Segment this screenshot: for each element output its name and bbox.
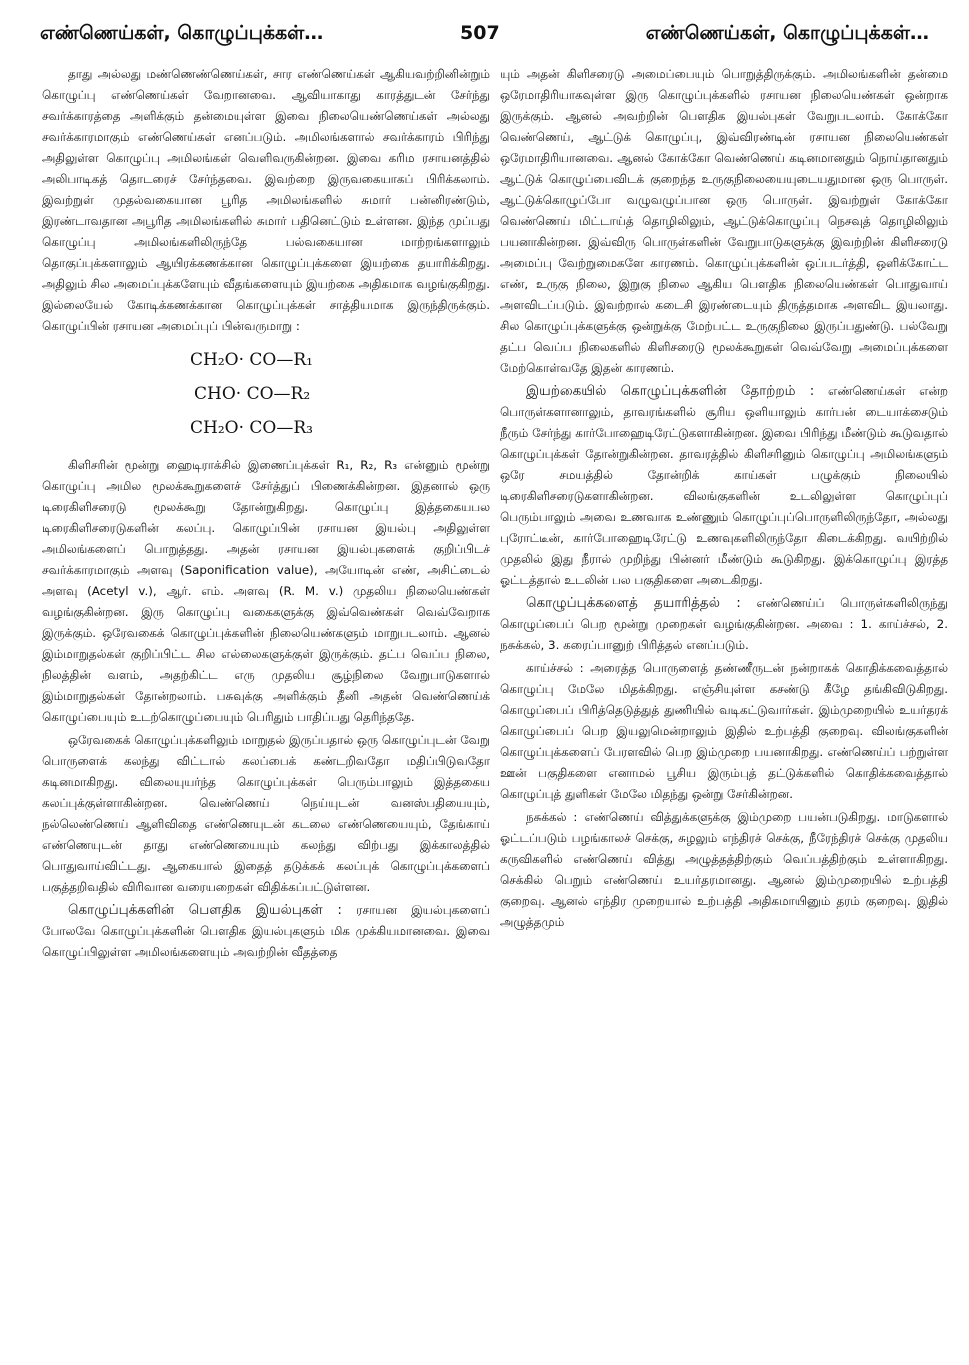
section-heading: நசுக்கல் : bbox=[526, 810, 578, 824]
paragraph bbox=[500, 593, 948, 656]
running-head-right: எண்ணெய்கள், கொழுப்புக்கள்… bbox=[645, 22, 929, 44]
paragraph bbox=[500, 381, 948, 591]
paragraph-text: எண்ணெய்ப் பொருள்களிலிருந்து கொழுப்பைப் பெற மூன்று முறைகள் வழங்குகின்றன. அவை : 1. காய்ச்சல், 2. நசுக்கல், 3. கரைப்பானுற் பிரித்தல் எனப்படும். bbox=[500, 596, 948, 652]
page-header bbox=[0, 22, 969, 56]
section-heading: காய்ச்சல் : bbox=[526, 661, 584, 675]
page-number: 507 bbox=[460, 22, 500, 44]
section-heading: கொழுப்புக்களைத் தயாரித்தல் : bbox=[526, 595, 741, 611]
paragraph-text: அரைத்த பொருளைத் தண்ணீருடன் நன்றாகக் கொதிக்கவைத்தால் கொழுப்பு மேலே மிதக்கிறது. எஞ்சியுள்ள கசண்டு கீழே தங்கிவிடுகிறது. கொழுப்பைப் பிரித்தெடுத்துத் துணியில் வடிகட்டுவார்கள். இம்முறையில் உயர்தரக் கொழுப்பைப் பெற இயலுமென்றாலும் இதில் உற்பத்தி குறைவு. விலங்குகளின் கொழுப்புக்களைப் பேரளவில் பெற இம்முறை பயனாகிறது. எண்ணெய்ப் பற்றுள்ள ஊன் பகுதிகளை எனாமல் பூசிய இரும்புத் தட்டுக்களில் கொதிக்கவைத்தால் கொழுப்புத் துளிகள் மேலே மிதந்து ஒன்று சேர்கின்றன. bbox=[500, 661, 949, 801]
paragraph bbox=[42, 900, 490, 963]
paragraph: கிளிசரின் மூன்று ஹைடிராக்சில் இணைப்புக்கள் R₁, R₂, R₃ என்னும் மூன்று கொழுப்பு அமில மூலக்கூறுகளைச் சேர்த்துப் பிணைக்கின்றன. இதனால் ஒரு டிரைகிளிசரைடு மூலக்கூறு தோன்றுகிறது. கொழுப்பு இத்தகையபல டிரைகிளிசரைடுகளின் கலப்பு. கொழுப்பின் ரசாயன இயல்பு அதிலுள்ள அமிலங்களைப் பொறுத்தது. அதன் ரசாயன இயல்புகளைக் குறிப்பிடச் சவர்க்காரமாகும் அளவு (Saponification value), அயோடின் எண், அசிட்டைல் அளவு (Acetyl v.), ஆர். எம். அளவு (R. M. v.) முதலிய நிலையெண்கள் வழங்குகின்றன. இரு கொழுப்பு வகைகளுக்கு இவ்வெண்கள் வெவ்வேறாக இருக்கும். ஒரேவகைக் கொழுப்புக்களின் நிலையெண்களும் மாறுபடலாம். ஆனல் இம்மாறுதல்கள் குறிப்பிட்ட சில எல்லைகளுக்குள் இருக்கும். தட்ப வெப்ப நிலை, நிலத்தின் வளம், அதற்கிட்ட எரு முதலிய சூழ்நிலை வேறுபாடுகளால் இம்மாறுதல்கள் தோன்றலாம். பசுவுக்கு அளிக்கும் தீனி அதன் வெண்ணெய்க் கொழுப்பையும் உடற்கொழுப்பையும் பெரிதும் பாதிப்பது தெரிந்ததே. bbox=[42, 458, 490, 724]
paragraph bbox=[500, 807, 948, 933]
paragraph bbox=[500, 658, 948, 805]
paragraph-text: ரசாயன இயல்புகளைப் போலவே கொழுப்புக்களின் பௌதிக இயல்புகளும் மிக முக்கியமானவை. இவை கொழுப்பிலுள்ள அமிலங்களையும் அவற்றின் வீதத்தை bbox=[42, 903, 491, 959]
running-head-left: எண்ணெய்கள், கொழுப்புக்கள்… bbox=[40, 22, 324, 44]
formula-line: CH₂O· CO—R₁ bbox=[190, 350, 313, 370]
chemical-formula bbox=[190, 343, 490, 445]
formula-line: CHO· CO—R₂ bbox=[194, 384, 311, 404]
formula-line: CH₂O· CO—R₃ bbox=[190, 418, 313, 438]
paragraph-text: எண்ணெய்கள் என்ற பொருள்களானாலும், தாவரங்களில் சூரிய ஒளியாலும் கார்பன் டையாக்சைடும் நீரும் சேர்ந்து கார்போஹைடிரேட்டுகளாகின்றன. இவை பிரிந்து மீண்டும் கூடுவதால் கொழுப்புக்கள் தோன்றுகின்றன. தாவரத்தில் கிளிசரினும் கொழுப்பு அமிலங்களும் ஒரே சமயத்தில் தோன்றிக் காய்கள் பழுக்கும் நிலையில் டிரைகிளிசரைடுகளாகின்றன. விலங்குகளின் உடலிலுள்ள கொழுப்புப் பெரும்பாலும் அவை உணவாக உண்ணும் கொழுப்புப்பொருளிலிருந்தோ, அல்லது புரோட்டீன், கார்போஹைடிரேட்டு உணவுகளிலிருந்தோ கிடைக்கிறது. வயிற்றில் முதலில் இது நீரால் முறிந்து பின்னர் மீண்டும் கூடுகிறது. இக்கொழுப்பு இரத்த ஓட்டத்தால் உடலின் பல பகுதிகளை அடைகிறது. bbox=[500, 384, 948, 587]
paragraph: யும் அதன் கிளிசரைடு அமைப்பையும் பொறுத்திருக்கும். அமிலங்களின் தன்மை ஒரேமாதிரியாகவுள்ள இரு கொழுப்புக்களில் ரசாயன நிலையெண்கள் ஒன்றாக இருக்கும். ஆனல் அவற்றின் பௌதிக இயல்புகள் வேறுபடலாம். கோக்கோ வெண்ணெய், ஆட்டுக் கொழுப்பு, இவ்விரண்டின் ரசாயன நிலையெண்கள் ஒரேமாதிரியானவை. ஆனல் கோக்கோ வெண்ணெய் கடினமானதும் நொய்தானதும் ஆட்டுக் கொழுப்பைவிடக் குறைந்த உருகுநிலையையுடையதுமான ஒரு பொருள். ஆட்டுக்கொழுப்போ வழுவழுப்பான ஒரு பொருள். இவற்றுள் கோக்கோ வெண்ணெய் மிட்டாய்த் தொழிலிலும், ஆட்டுக்கொழுப்பு நெசவுத் தொழிலிலும் பயனாகின்றன. இவ்விரு பொருள்களின் வேறுபாடுகளுக்கு இவற்றின் கிளிசரைடு அமைப்பு வேற்றுமைகளே காரணம். கொழுப்புக்களின் ஒப்படர்த்தி, ஒளிக்கோட்ட எண், உருகு நிலை, இறுகு நிலை ஆகிய பௌதிக நிலையெண்கள் பொதுவாய் அளவிடப்படும். இவற்றால் கடைசி இரண்டையும் திருத்தமாக அளவிட இயலாது. சில கொழுப்புக்களுக்கு ஒன்றுக்கு மேற்பட்ட உருகுநிலை இருப்பதுண்டு. பல்வேறு தட்ப வெப்ப நிலைகளில் கிளிசரைடு மூலக்கூறுகள் வெவ்வேறு அமைப்புக்களை மேற்கொள்வதே இதன் காரணம். bbox=[500, 67, 948, 375]
paragraph-text: எண்ணெய் வித்துக்களுக்கு இம்முறை பயன்படுகிறது. மாடுகளால் ஓட்டப்படும் பழங்காலச் செக்கு, சுழலும் எந்திரச் செக்கு, நீரேந்திரச் செக்கு முதலிய கருவிகளில் எண்ணெய் வித்து அழுத்தத்திற்கும் வெப்பத்திற்கும் உள்ளாகிறது. செக்கில் பெறும் எண்ணெய் உயர்தரமானது. ஆனல் இம்முறையில் உற்பத்தி குறைவு. ஆனல் எந்திர முறையால் உற்பத்தி அதிகமாயினும் தரம் குறைவு. இதில் அழுத்தமும் bbox=[500, 810, 949, 929]
left-column bbox=[42, 64, 490, 965]
section-heading: இயற்கையில் கொழுப்புக்களின் தோற்றம் : bbox=[526, 383, 815, 399]
right-column bbox=[500, 64, 948, 935]
paragraph: ஒரேவகைக் கொழுப்புக்களிலும் மாறுதல் இருப்பதால் ஒரு கொழுப்புடன் வேறு பொருளைக் கலந்து விட்டால் கலப்பைக் கண்டறிவதோ மதிப்பிடுவதோ கடினமாகிறது. விலையுயர்ந்த கொழுப்புக்கள் பெரும்பாலும் இத்தகைய கலப்புக்குள்ளாகின்றன. வெண்ணெய் நெய்யுடன் வனஸ்பதியையும், நல்லெண்ணெய் ஆளிவிதை எண்ணெயுடன் கடலை எண்ணெயையும், தேங்காய் எண்ணெயுடன் தாது எண்ணெயையும் கலந்து விற்பது இக்காலத்தில் பொதுவாய்விட்டது. ஆகையால் இதைத் தடுக்கக் கலப்புக் கொழுப்புக்களைப் பகுத்தறிவதில் விரிவான வரையறைகள் விதிக்கப்பட்டுள்ளன. bbox=[42, 733, 490, 894]
section-heading: கொழுப்புக்களின் பௌதிக இயல்புகள் : bbox=[68, 902, 342, 918]
paragraph: தாது அல்லது மண்ணெண்ணெய்கள், சார எண்ணெய்கள் ஆகியவற்றினின்றும் கொழுப்பு எண்ணெய்கள் வேறானவை. ஆவியாகாது காரத்துடன் சேர்ந்து சவர்க்காரத்தை அளிக்கும் தன்மையுள்ள இவை நிலையெண்ணெய்கள் அல்லது சவர்க்காரமாகும் எண்ணெய்கள் எனப்படும். அமிலங்களால் சவர்க்காரம் பிரிந்து அதிலுள்ள கொழுப்பு அமிலங்கள் வெளிவருகின்றன. இவை கரிம ரசாயனத்தில் அலிபாடிகத் தொடரைச் சேர்ந்தவை. இவற்றை இருவகையாகப் பிரிக்கலாம். இவற்றுள் முதல்வகையான பூரித அமிலங்களில் சுமார் பன்னிரண்டும், இரண்டாவதான அபூரித அமிலங்களில் சுமார் பதினெட்டும் உள்ளன. இந்த முப்பது கொழுப்பு அமிலங்களிலிருந்தே பல்வகையான மாற்றங்களாலும் தொகுப்புக்களாலும் ஆயிரக்கணக்கான கொழுப்புக்களை இயற்கை தயாரிக்கிறது. அதிலும் சில அமைப்புக்களேயும் வீதங்களையும் இயற்கை அதிகமாக வழங்குகிறது. இல்லையேல் கோடிக்கணக்கான கொழுப்புக்கள் சாத்தியமாக இருந்திருக்கும். கொழுப்பின் ரசாயன அமைப்புப் பின்வருமாறு : bbox=[42, 67, 490, 333]
